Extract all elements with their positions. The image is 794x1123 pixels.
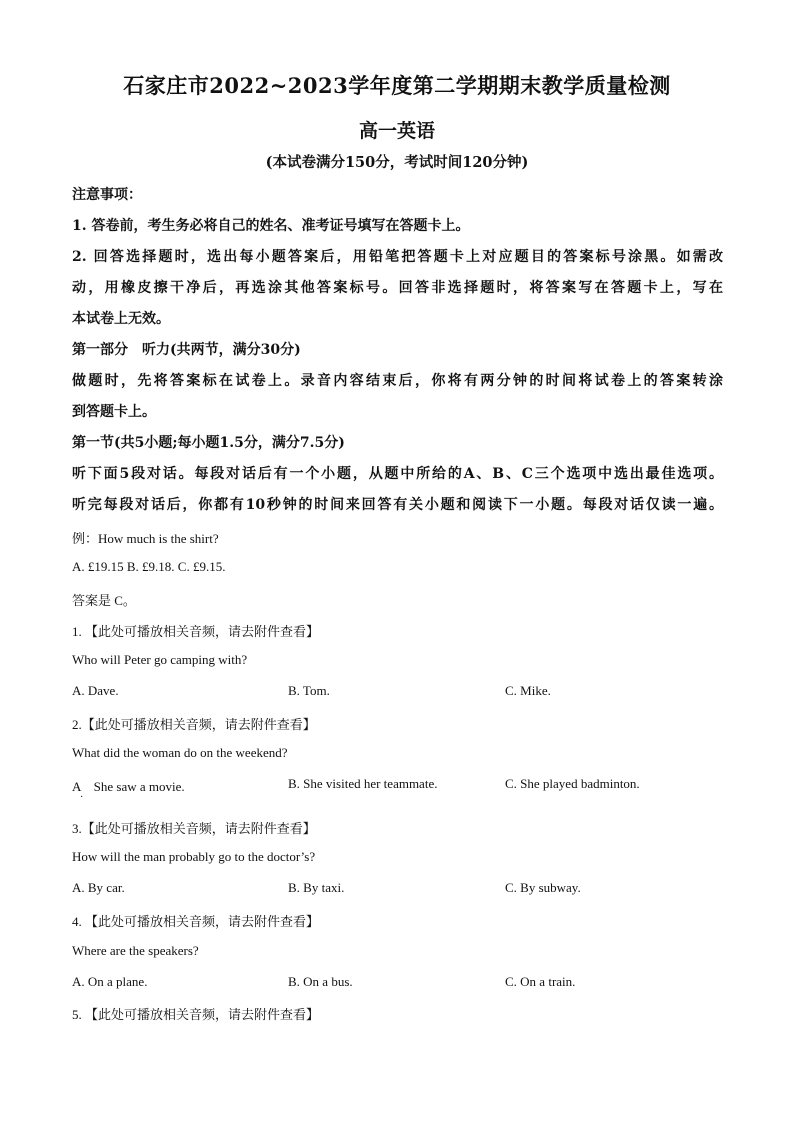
question-2-text: What did the woman do on the weekend?	[72, 745, 288, 760]
question-3-option-c: C. By subway.	[505, 880, 581, 895]
stray-dot: ·	[80, 792, 84, 803]
notice-item-1: 1. 答卷前，考生务必将自己的姓名、准考证号填写在答题卡上。	[72, 218, 470, 234]
question-1-option-a: A. Dave.	[72, 683, 119, 698]
exam-subject: 高一英语	[358, 120, 435, 142]
question-3-text: How will the man probably go to the doctor’s?	[72, 849, 316, 864]
question-4-option-a: A. On a plane.	[72, 974, 148, 989]
question-5-audio-label: 5. 【此处可播放相关音频，请去附件查看】	[72, 1007, 320, 1022]
part1-heading: 第一部分 听力(共两节，满分30分)	[72, 342, 301, 358]
question-4-text: Where are the speakers?	[72, 943, 199, 958]
question-4-option-b: B. On a bus.	[288, 974, 353, 989]
question-4-option-c: C. On a train.	[505, 974, 576, 989]
example-options: A. £19.15 B. £9.18. C. £9.15.	[72, 559, 226, 574]
question-1-text: Who will Peter go camping with?	[72, 652, 248, 667]
question-2-audio-label: 2.【此处可播放相关音频，请去附件查看】	[72, 717, 316, 732]
part1-intro-line-2: 到答题卡上。	[72, 404, 156, 420]
question-2-option-a: A She saw a movie.	[72, 779, 185, 794]
notice-item-2-line-1: 2. 回答选择题时，选出每小题答案后，用铅笔把答题卡上对应题目的答案标号涂黑。如需改	[72, 249, 723, 265]
exam-info: (本试卷满分150分，考试时间120分钟)	[265, 154, 529, 171]
question-2-option-c: C. She played badminton.	[505, 776, 640, 791]
section1-heading: 第一节(共5小题;每小题1.5分，满分7.5分)	[72, 435, 345, 451]
notice-heading: 注意事项：	[72, 187, 142, 203]
example-answer: 答案是 C。	[72, 593, 136, 608]
question-4-audio-label: 4. 【此处可播放相关音频，请去附件查看】	[72, 914, 320, 929]
question-3-audio-label: 3.【此处可播放相关音频，请去附件查看】	[72, 821, 316, 836]
part1-intro-line-1: 做题时，先将答案标在试卷上。录音内容结束后，你将有两分钟的时间将试卷上的答案转涂	[72, 373, 723, 389]
question-3-option-a: A. By car.	[72, 880, 125, 895]
notice-item-2-line-3: 本试卷上无效。	[72, 311, 170, 327]
section1-instruction-line-2: 听完每段对话后，你都有10秒钟的时间来回答有关小题和阅读下一小题。每段对话仅读一遍。	[72, 497, 723, 513]
question-2-option-b: B. She visited her teammate.	[288, 776, 438, 791]
example-question: 例：How much is the shirt?	[72, 531, 219, 546]
question-1-audio-label: 1. 【此处可播放相关音频，请去附件查看】	[72, 624, 320, 639]
section1-instruction-line-1: 听下面5段对话。每段对话后有一个小题，从题中所给的A、B、C三个选项中选出最佳选项。	[72, 466, 723, 482]
notice-item-2-line-2: 动，用橡皮擦干净后，再选涂其他答案标号。回答非选择题时，将答案写在答题卡上，写在	[72, 280, 723, 296]
question-3-option-b: B. By taxi.	[288, 880, 345, 895]
exam-title: 石家庄市2022~2023学年度第二学期期末教学质量检测	[123, 73, 671, 98]
question-1-option-c: C. Mike.	[505, 683, 551, 698]
question-1-option-b: B. Tom.	[288, 683, 330, 698]
